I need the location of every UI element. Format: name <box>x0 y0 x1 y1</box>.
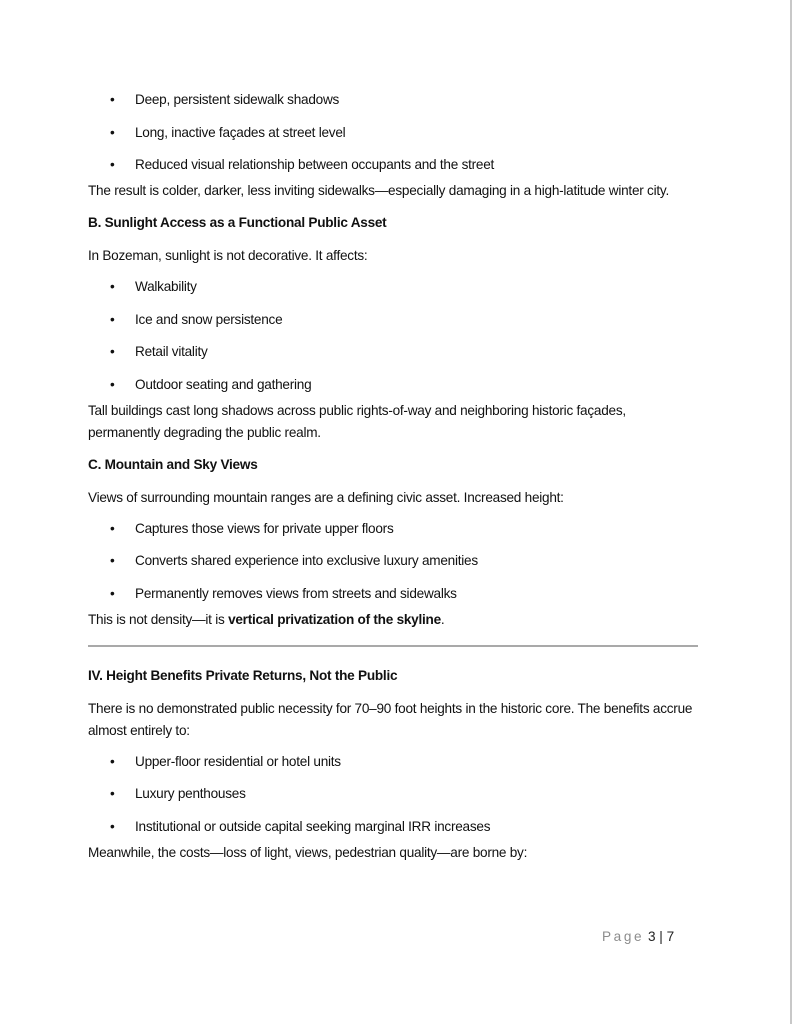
bullet-icon: • <box>110 753 115 769</box>
list-item: • Deep, persistent sidewalk shadows <box>88 89 698 122</box>
list-item: • Upper-floor residential or hotel units <box>88 751 698 784</box>
section-heading-b: B. Sunlight Access as a Functional Public Asset <box>88 215 387 230</box>
list-item: • Converts shared experience into exclusive luxury amenities <box>88 550 698 583</box>
section-heading-iv: IV. Height Benefits Private Returns, Not the Public <box>88 667 398 683</box>
bullet-list-effects <box>88 89 698 180</box>
bullet-icon: • <box>110 376 115 392</box>
list-item: • Permanently removes views from streets and sidewalks <box>88 583 698 609</box>
bullet-icon: • <box>110 786 115 801</box>
list-item: • Retail vitality <box>88 341 698 374</box>
bullet-icon: • <box>110 344 115 359</box>
list-item: • Walkability <box>88 276 698 309</box>
bullet-list-sunlight <box>88 276 698 400</box>
list-item: • Long, inactive façades at street level <box>88 122 698 155</box>
emphasis-text: vertical privatization of the skyline <box>228 611 441 627</box>
paragraph: Tall buildings cast long shadows across public rights-of-way and neighboring historic façades, permanently degrading the public realm. <box>88 402 626 440</box>
page-label: Page <box>602 929 645 944</box>
bullet-icon: • <box>110 92 115 107</box>
paragraph: In Bozeman, sunlight is not decorative. It affects: <box>88 248 368 263</box>
page-number: 3 | 7 <box>647 929 675 944</box>
bullet-icon: • <box>110 553 115 568</box>
paragraph: The result is colder, darker, less inviting sidewalks—especially damaging in a high-latitude winter city. <box>88 183 669 198</box>
list-item: • Luxury penthouses <box>88 783 698 816</box>
bullet-icon: • <box>110 157 115 172</box>
bullet-icon: • <box>110 124 115 140</box>
horizontal-rule <box>88 645 698 647</box>
list-item: • Captures those views for private upper floors <box>88 518 698 551</box>
paragraph: There is no demonstrated public necessity for 70–90 foot heights in the historic core. The benefits accrue almost entirely to: <box>88 700 693 738</box>
bullet-icon: • <box>110 585 115 601</box>
bullet-icon: • <box>110 520 115 536</box>
document-body <box>88 89 698 874</box>
section-heading-c: C. Mountain and Sky Views <box>88 456 258 472</box>
bullet-icon: • <box>110 279 115 294</box>
paragraph: This is not density—it is vertical privatization of the skyline. <box>88 611 445 627</box>
bullet-icon: • <box>110 311 115 327</box>
bullet-list-views <box>88 518 698 609</box>
bullet-list-beneficiaries <box>88 751 698 842</box>
list-item: • Outdoor seating and gathering <box>88 374 698 400</box>
list-item: • Institutional or outside capital seeking marginal IRR increases <box>88 816 698 842</box>
paragraph: Views of surrounding mountain ranges are a defining civic asset. Increased height: <box>88 489 564 505</box>
paragraph: Meanwhile, the costs—loss of light, views, pedestrian quality—are borne by: <box>88 844 528 860</box>
list-item: • Ice and snow persistence <box>88 309 698 342</box>
page-footer <box>602 929 674 944</box>
bullet-icon: • <box>110 818 115 834</box>
list-item: • Reduced visual relationship between occupants and the street <box>88 154 698 180</box>
